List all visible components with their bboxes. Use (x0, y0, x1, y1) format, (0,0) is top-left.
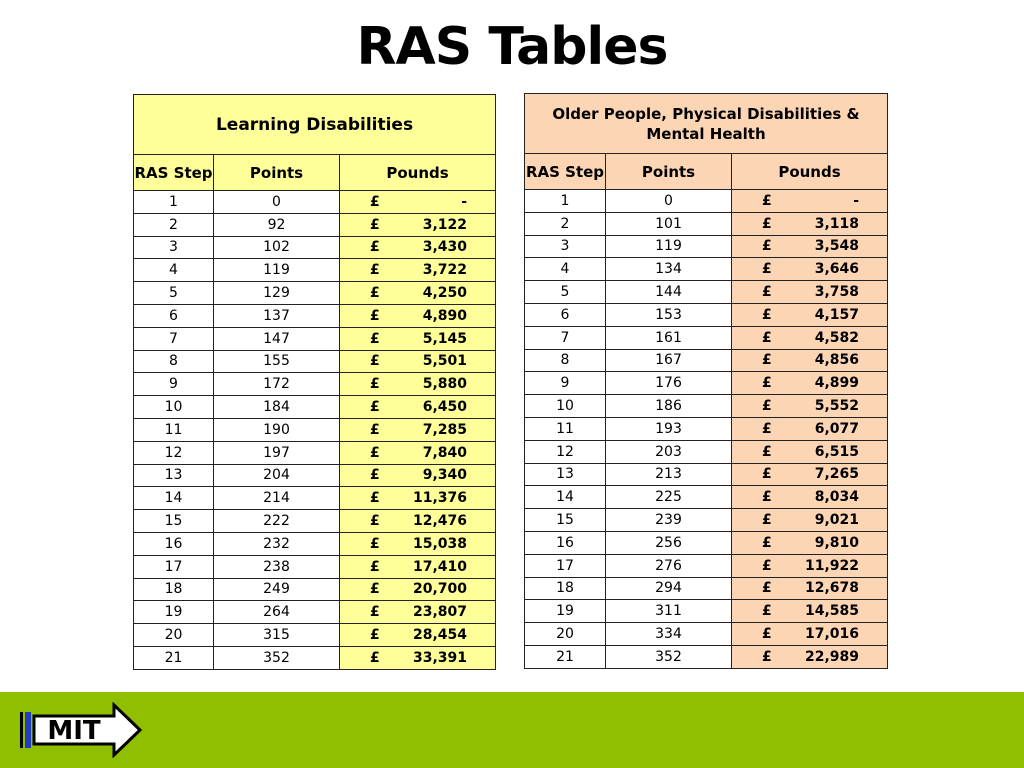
ras-step-cell: 18 (134, 578, 214, 601)
pounds-amount: - (853, 192, 859, 209)
ras-step-cell: 7 (525, 326, 606, 349)
pounds-amount: 7,285 (422, 421, 468, 438)
table-row (134, 236, 496, 259)
table-row (525, 463, 888, 486)
currency-symbol: £ (762, 306, 772, 323)
table-row (134, 441, 496, 464)
pounds-amount: 5,145 (422, 330, 468, 347)
points-cell: 264 (214, 601, 340, 624)
pounds-amount: 6,450 (422, 399, 468, 416)
mit-logo (20, 702, 144, 758)
table-title: Older People, Physical Disabilities & Mental Health (525, 94, 888, 154)
pounds-amount: 4,250 (422, 285, 468, 302)
column-header-ras-step: RAS Step (525, 154, 606, 190)
column-header-points: Points (606, 154, 732, 190)
currency-symbol: £ (762, 466, 772, 483)
table-row (525, 326, 888, 349)
points-cell: 334 (606, 623, 732, 646)
points-cell: 119 (606, 235, 732, 258)
pounds-cell (340, 327, 496, 350)
currency-symbol: £ (370, 307, 380, 324)
pounds-amount: 3,118 (814, 215, 859, 232)
pounds-cell (340, 396, 496, 419)
points-cell: 213 (606, 463, 732, 486)
currency-symbol: £ (762, 557, 772, 574)
table-row (134, 259, 496, 282)
ras-step-cell: 1 (525, 190, 606, 213)
currency-symbol: £ (370, 490, 380, 507)
ras-step-cell: 21 (525, 645, 606, 668)
currency-symbol: £ (370, 330, 380, 347)
table-row (525, 577, 888, 600)
ras-step-cell: 2 (134, 213, 214, 236)
ras-step-cell: 17 (525, 554, 606, 577)
table-row (525, 417, 888, 440)
column-header-pounds: Pounds (732, 154, 888, 190)
table-title: Learning Disabilities (134, 95, 496, 155)
currency-symbol: £ (762, 603, 772, 620)
points-cell: 101 (606, 212, 732, 235)
currency-symbol: £ (762, 284, 772, 301)
pounds-cell (340, 532, 496, 555)
ras-step-cell: 11 (525, 417, 606, 440)
pounds-cell (340, 304, 496, 327)
table-row (134, 510, 496, 533)
table-row (525, 303, 888, 326)
pounds-amount: 17,016 (804, 626, 859, 643)
currency-symbol: £ (370, 353, 380, 370)
points-cell: 167 (606, 349, 732, 372)
ras-step-cell: 20 (134, 624, 214, 647)
ras-step-cell: 16 (134, 532, 214, 555)
ras-step-cell: 18 (525, 577, 606, 600)
points-cell: 249 (214, 578, 340, 601)
pounds-cell (732, 463, 888, 486)
table-row (525, 440, 888, 463)
pounds-cell (732, 440, 888, 463)
ras-step-cell: 16 (525, 531, 606, 554)
table-row (525, 212, 888, 235)
ras-step-cell: 15 (525, 509, 606, 532)
pounds-amount: 9,810 (814, 534, 859, 551)
currency-symbol: £ (762, 443, 772, 460)
ras-step-cell: 21 (134, 646, 214, 669)
pounds-cell (732, 531, 888, 554)
table-row (134, 396, 496, 419)
ras-step-cell: 6 (134, 304, 214, 327)
pounds-cell (732, 326, 888, 349)
pounds-amount: 17,410 (413, 558, 468, 575)
pounds-amount: 22,989 (804, 648, 859, 665)
pounds-amount: 8,034 (814, 489, 859, 506)
points-cell: 193 (606, 417, 732, 440)
table-row (525, 486, 888, 509)
table-row (525, 645, 888, 668)
ras-step-cell: 17 (134, 555, 214, 578)
table-row (525, 190, 888, 213)
currency-symbol: £ (762, 580, 772, 597)
pounds-cell (732, 212, 888, 235)
pounds-amount: 11,922 (804, 557, 859, 574)
pounds-cell (732, 395, 888, 418)
logo-text: MIT (47, 716, 101, 746)
ras-step-cell: 2 (525, 212, 606, 235)
currency-symbol: £ (762, 420, 772, 437)
pounds-cell (340, 236, 496, 259)
ras-step-cell: 20 (525, 623, 606, 646)
table-row (525, 531, 888, 554)
pounds-cell (340, 213, 496, 236)
pounds-amount: 3,430 (422, 239, 468, 256)
currency-symbol: £ (370, 649, 380, 666)
points-cell: 239 (606, 509, 732, 532)
points-cell: 0 (214, 191, 340, 214)
table-row (525, 281, 888, 304)
points-cell: 137 (214, 304, 340, 327)
pounds-cell (732, 417, 888, 440)
currency-symbol: £ (370, 581, 380, 598)
pounds-cell (732, 235, 888, 258)
currency-symbol: £ (762, 215, 772, 232)
currency-symbol: £ (370, 535, 380, 552)
points-cell: 153 (606, 303, 732, 326)
pounds-cell (732, 281, 888, 304)
points-cell: 134 (606, 258, 732, 281)
pounds-cell (732, 645, 888, 668)
currency-symbol: £ (762, 352, 772, 369)
currency-symbol: £ (370, 421, 380, 438)
pounds-amount: 5,880 (422, 376, 468, 393)
table-row (525, 554, 888, 577)
ras-step-cell: 6 (525, 303, 606, 326)
currency-symbol: £ (762, 512, 772, 529)
pounds-amount: 4,856 (814, 352, 859, 369)
pounds-amount: 6,077 (814, 420, 859, 437)
ras-step-cell: 3 (525, 235, 606, 258)
ras-step-cell: 1 (134, 191, 214, 214)
currency-symbol: £ (370, 262, 380, 279)
currency-symbol: £ (370, 604, 380, 621)
pounds-cell (340, 487, 496, 510)
pounds-cell (732, 349, 888, 372)
pounds-amount: 23,807 (413, 604, 468, 621)
pounds-cell (340, 350, 496, 373)
ras-step-cell: 12 (525, 440, 606, 463)
table-row (525, 235, 888, 258)
points-cell: 315 (214, 624, 340, 647)
points-cell: 184 (214, 396, 340, 419)
currency-symbol: £ (762, 648, 772, 665)
currency-symbol: £ (370, 285, 380, 302)
points-cell: 155 (214, 350, 340, 373)
points-cell: 225 (606, 486, 732, 509)
pounds-cell (340, 373, 496, 396)
table-row (134, 578, 496, 601)
ras-step-cell: 14 (134, 487, 214, 510)
currency-symbol: £ (370, 239, 380, 256)
ras-step-cell: 19 (134, 601, 214, 624)
pounds-cell (732, 190, 888, 213)
ras-step-cell: 4 (525, 258, 606, 281)
points-cell: 203 (606, 440, 732, 463)
pounds-cell (340, 441, 496, 464)
table-row (134, 624, 496, 647)
pounds-amount: 9,340 (422, 467, 468, 484)
pounds-cell (732, 600, 888, 623)
points-cell: 222 (214, 510, 340, 533)
ras-step-cell: 12 (134, 441, 214, 464)
pounds-cell (340, 578, 496, 601)
table-row (134, 191, 496, 214)
currency-symbol: £ (370, 467, 380, 484)
table-row (134, 350, 496, 373)
points-cell: 256 (606, 531, 732, 554)
table-row (134, 487, 496, 510)
pounds-amount: 15,038 (413, 535, 468, 552)
currency-symbol: £ (370, 558, 380, 575)
pounds-amount: 11,376 (413, 490, 468, 507)
table-row (134, 373, 496, 396)
pounds-cell (340, 510, 496, 533)
points-cell: 92 (214, 213, 340, 236)
currency-symbol: £ (370, 216, 380, 233)
table-row (525, 258, 888, 281)
table-row (134, 304, 496, 327)
pounds-amount: 7,840 (422, 444, 468, 461)
ras-step-cell: 9 (525, 372, 606, 395)
ras-step-cell: 19 (525, 600, 606, 623)
pounds-amount: 7,265 (814, 466, 859, 483)
pounds-cell (732, 554, 888, 577)
currency-symbol: £ (370, 444, 380, 461)
points-cell: 129 (214, 282, 340, 305)
footer-bar (0, 692, 1024, 768)
ras-step-cell: 15 (134, 510, 214, 533)
points-cell: 147 (214, 327, 340, 350)
pounds-amount: 14,585 (804, 603, 859, 620)
currency-symbol: £ (762, 329, 772, 346)
table-row (525, 349, 888, 372)
currency-symbol: £ (762, 398, 772, 415)
pounds-cell (340, 464, 496, 487)
pounds-cell (340, 624, 496, 647)
pounds-amount: 12,678 (804, 580, 859, 597)
table-row (525, 395, 888, 418)
table-row (525, 509, 888, 532)
table-row (134, 464, 496, 487)
points-cell: 186 (606, 395, 732, 418)
ras-step-cell: 8 (525, 349, 606, 372)
table-row (134, 213, 496, 236)
table-row (134, 555, 496, 578)
ras-step-cell: 5 (525, 281, 606, 304)
currency-symbol: £ (370, 376, 380, 393)
pounds-amount: 12,476 (413, 513, 468, 530)
pounds-cell (732, 258, 888, 281)
table-row (134, 646, 496, 669)
currency-symbol: £ (762, 261, 772, 278)
ras-step-cell: 9 (134, 373, 214, 396)
pounds-cell (340, 555, 496, 578)
points-cell: 197 (214, 441, 340, 464)
table-row (134, 282, 496, 305)
pounds-amount: 20,700 (413, 581, 468, 598)
ras-step-cell: 5 (134, 282, 214, 305)
pounds-amount: 6,515 (814, 443, 859, 460)
pounds-cell (340, 646, 496, 669)
ras-step-cell: 7 (134, 327, 214, 350)
pounds-amount: 5,501 (422, 353, 468, 370)
points-cell: 204 (214, 464, 340, 487)
currency-symbol: £ (370, 513, 380, 530)
column-header-ras-step: RAS Step (134, 155, 214, 191)
points-cell: 276 (606, 554, 732, 577)
currency-symbol: £ (762, 238, 772, 255)
pounds-cell (340, 191, 496, 214)
points-cell: 119 (214, 259, 340, 282)
table-row (134, 601, 496, 624)
pounds-amount: 28,454 (413, 627, 468, 644)
table-row (525, 600, 888, 623)
pounds-cell (732, 577, 888, 600)
pounds-amount: - (461, 193, 468, 210)
column-header-points: Points (214, 155, 340, 191)
pounds-amount: 3,722 (422, 262, 468, 279)
pounds-cell (340, 259, 496, 282)
pounds-cell (340, 601, 496, 624)
pounds-cell (732, 372, 888, 395)
points-cell: 352 (606, 645, 732, 668)
currency-symbol: £ (370, 627, 380, 644)
points-cell: 311 (606, 600, 732, 623)
ras-step-cell: 4 (134, 259, 214, 282)
points-cell: 352 (214, 646, 340, 669)
table-row (134, 418, 496, 441)
points-cell: 161 (606, 326, 732, 349)
table-row (134, 327, 496, 350)
pounds-amount: 4,157 (814, 306, 859, 323)
pounds-amount: 3,758 (814, 284, 859, 301)
currency-symbol: £ (762, 534, 772, 551)
points-cell: 214 (214, 487, 340, 510)
pounds-cell (732, 303, 888, 326)
pounds-amount: 4,899 (814, 375, 859, 392)
pounds-amount: 4,582 (814, 329, 859, 346)
points-cell: 172 (214, 373, 340, 396)
points-cell: 190 (214, 418, 340, 441)
table-row (525, 623, 888, 646)
currency-symbol: £ (762, 489, 772, 506)
ras-step-cell: 14 (525, 486, 606, 509)
pounds-cell (340, 418, 496, 441)
ras-step-cell: 10 (525, 395, 606, 418)
ras-step-cell: 13 (134, 464, 214, 487)
ras-step-cell: 13 (525, 463, 606, 486)
pounds-amount: 3,548 (814, 238, 859, 255)
table-row (525, 372, 888, 395)
pounds-cell (340, 282, 496, 305)
points-cell: 0 (606, 190, 732, 213)
column-header-pounds: Pounds (340, 155, 496, 191)
pounds-cell (732, 623, 888, 646)
pounds-amount: 5,552 (814, 398, 859, 415)
pounds-amount: 9,021 (814, 512, 859, 529)
ras-step-cell: 10 (134, 396, 214, 419)
older-people-table (524, 93, 888, 669)
currency-symbol: £ (370, 193, 380, 210)
ras-step-cell: 3 (134, 236, 214, 259)
points-cell: 144 (606, 281, 732, 304)
currency-symbol: £ (370, 399, 380, 416)
pounds-amount: 3,646 (814, 261, 859, 278)
pounds-cell (732, 486, 888, 509)
ras-step-cell: 8 (134, 350, 214, 373)
learning-disabilities-table (133, 94, 496, 670)
pounds-amount: 33,391 (413, 649, 468, 666)
points-cell: 294 (606, 577, 732, 600)
pounds-amount: 4,890 (422, 307, 468, 324)
currency-symbol: £ (762, 192, 772, 209)
points-cell: 176 (606, 372, 732, 395)
points-cell: 102 (214, 236, 340, 259)
pounds-cell (732, 509, 888, 532)
table-row (134, 532, 496, 555)
page-title: RAS Tables (356, 17, 668, 77)
points-cell: 232 (214, 532, 340, 555)
points-cell: 238 (214, 555, 340, 578)
pounds-amount: 3,122 (422, 216, 468, 233)
ras-step-cell: 11 (134, 418, 214, 441)
currency-symbol: £ (762, 626, 772, 643)
currency-symbol: £ (762, 375, 772, 392)
